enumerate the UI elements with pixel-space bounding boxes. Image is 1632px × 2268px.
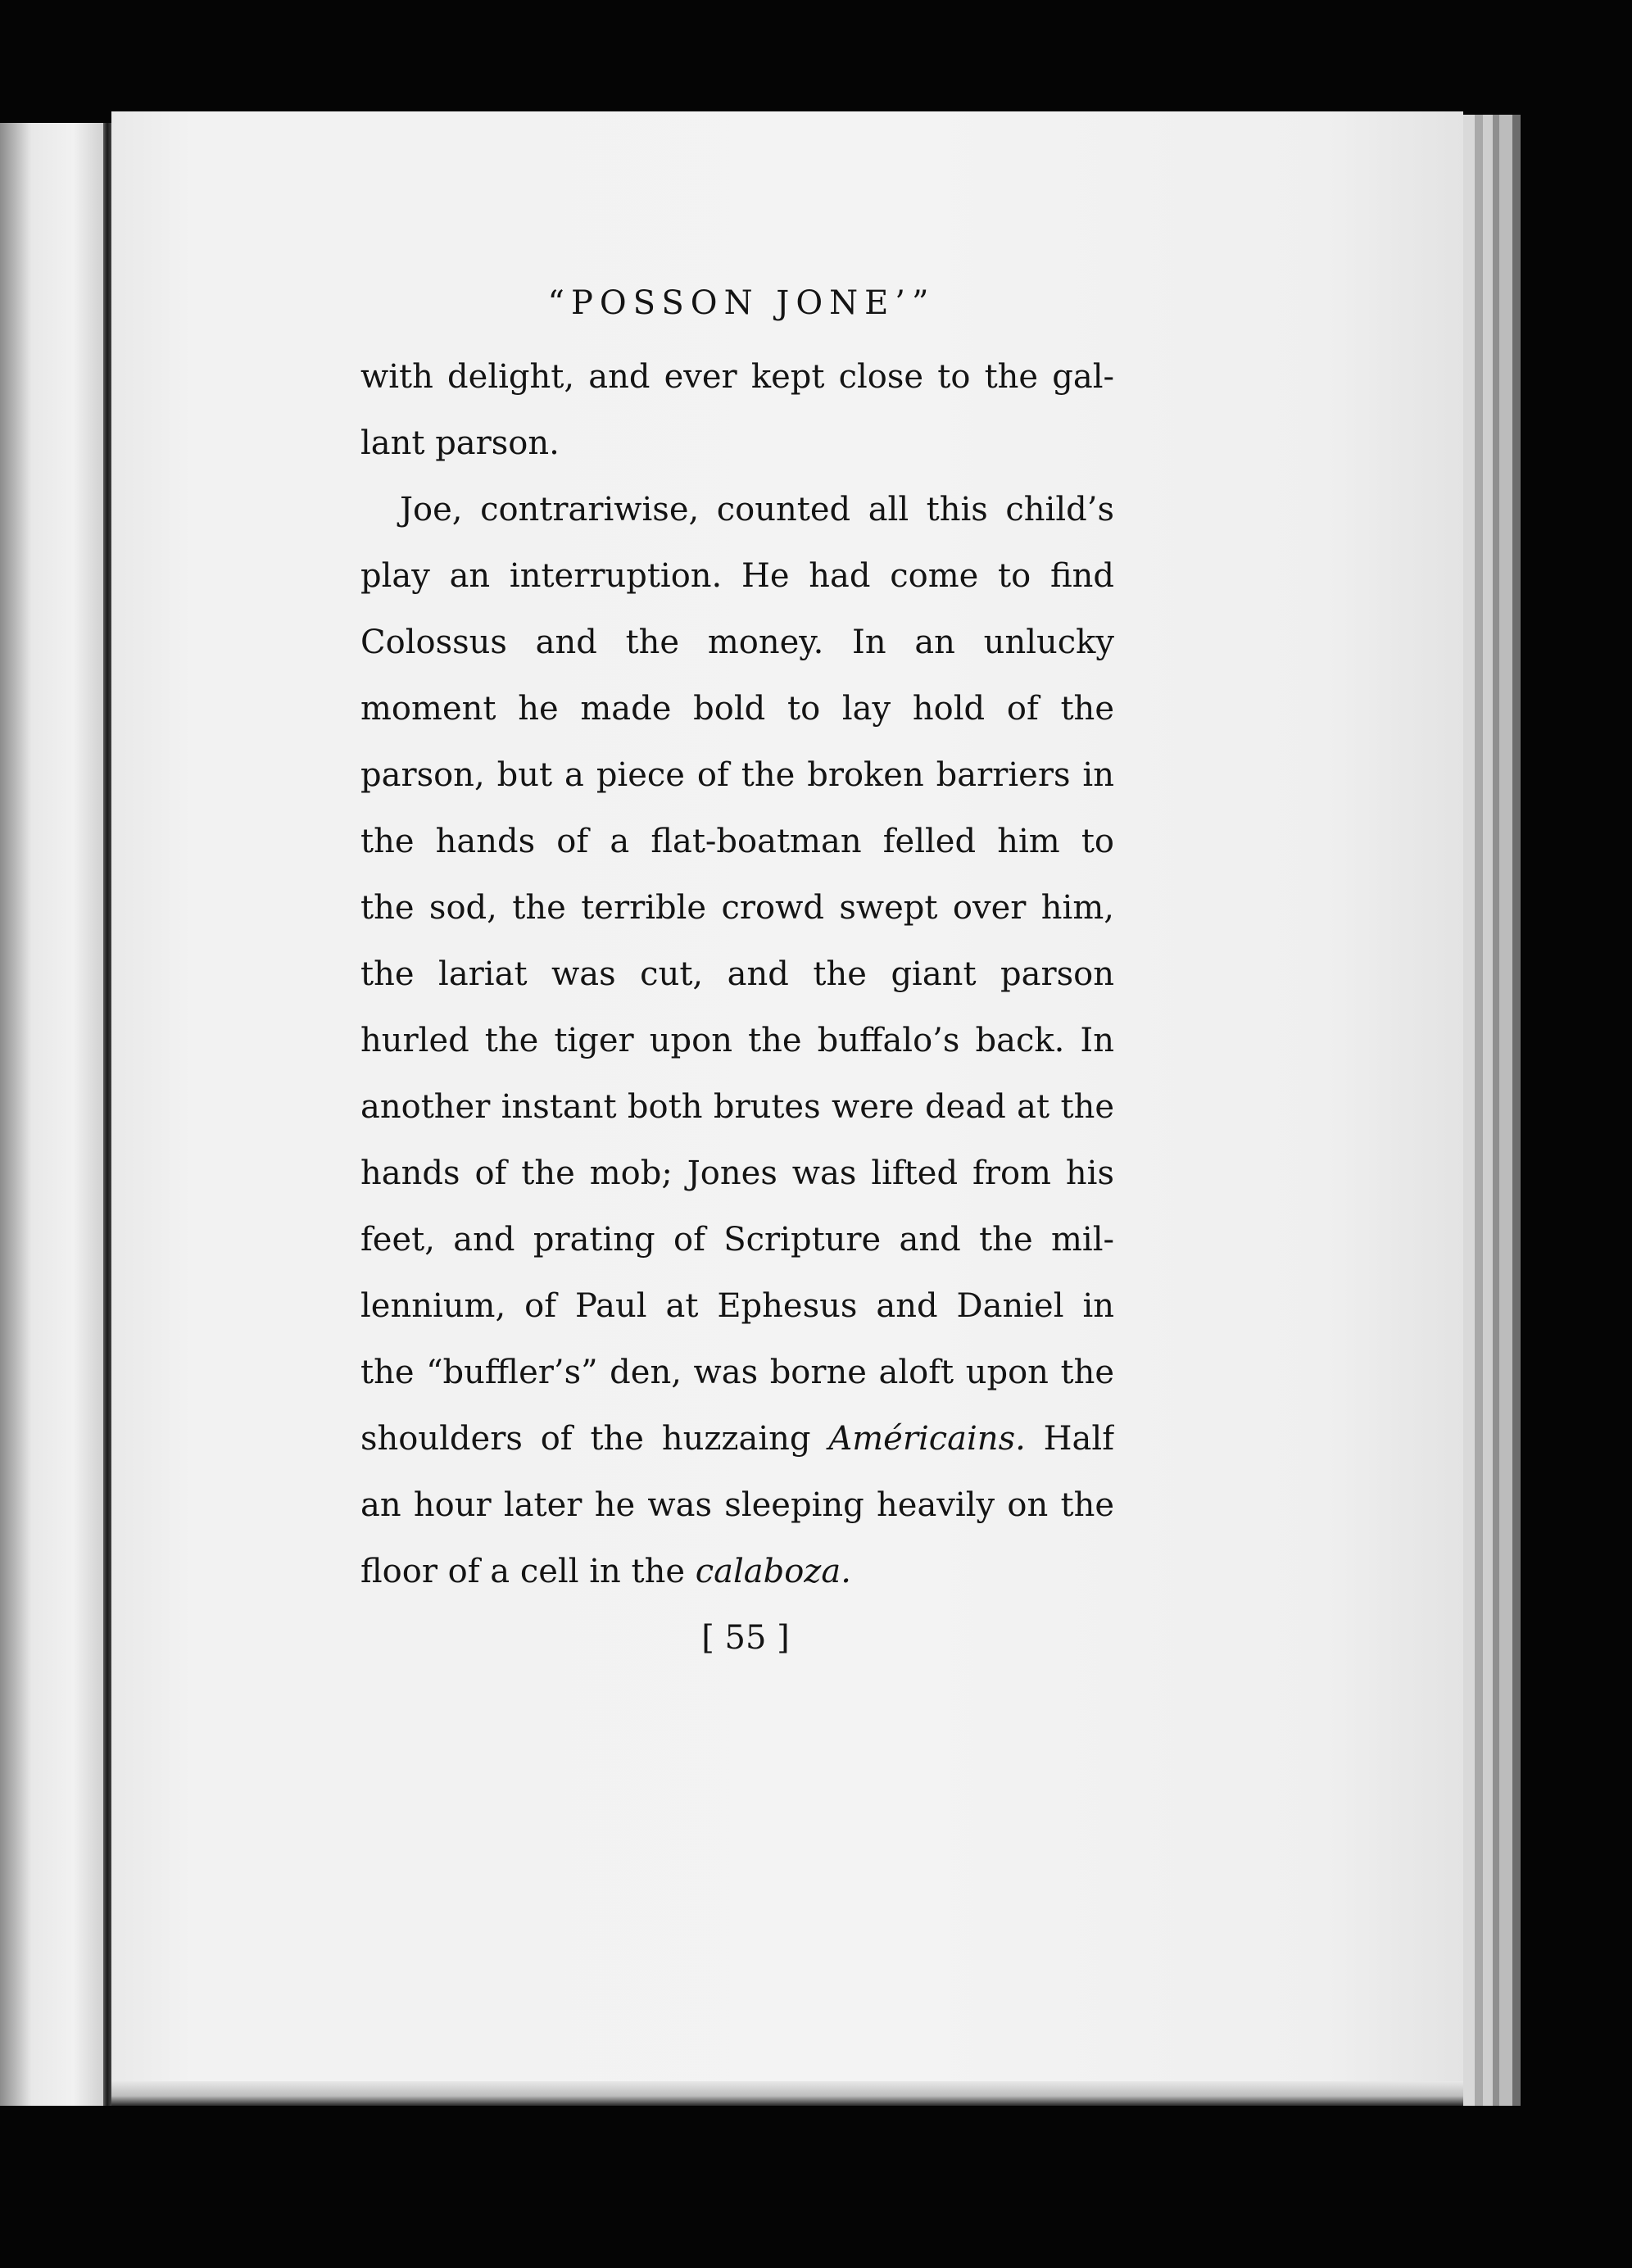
- page-stack-edge: [1475, 115, 1483, 2106]
- text-line: Joe, contrariwise, counted all this child’s: [400, 491, 1114, 528]
- text-line: feet, and prating of Scripture and the mil-: [360, 1221, 1114, 1259]
- page-stack-edge: [1493, 115, 1499, 2106]
- text-line: hands of the mob; Jones was lifted from his: [360, 1154, 1114, 1192]
- text-line: the lariat was cut, and the giant parson: [360, 955, 1114, 993]
- text-line: with delight, and ever kept close to the gal-: [360, 358, 1114, 396]
- text-line: lennium, of Paul at Ephesus and Daniel in: [360, 1287, 1114, 1325]
- page-stack-edge: [1463, 115, 1475, 2106]
- text-line: an hour later he was sleeping heavily on the: [360, 1486, 1114, 1524]
- text-line: Colossus and the money. In an unlucky: [360, 624, 1114, 661]
- text-run: Half: [1025, 1420, 1114, 1458]
- facing-page-edge: [0, 123, 105, 2106]
- text-line: another instant both brutes were dead at the: [360, 1088, 1114, 1126]
- text-run: shoulders of the huzzaing: [360, 1420, 829, 1458]
- text-line: play an interruption. He had come to find: [360, 557, 1114, 595]
- page-stack-edge: [1483, 115, 1493, 2106]
- text-line: hurled the tiger upon the buffalo’s back. In: [360, 1022, 1114, 1059]
- page-number: [ 55 ]: [701, 1619, 790, 1657]
- book-gutter: [103, 123, 111, 2106]
- text-line: lant parson.: [360, 424, 560, 462]
- running-head: “POSSON JONE’”: [547, 284, 936, 322]
- page-stack-edge: [1512, 115, 1521, 2106]
- page-bottom-edge: [111, 2081, 1463, 2106]
- text-run: floor of a cell in the: [360, 1553, 696, 1590]
- text-line: [360, 1539, 1114, 1605]
- text-line: the sod, the terrible crowd swept over him,: [360, 889, 1114, 927]
- text-line: [360, 1406, 1114, 1472]
- paragraph: [360, 477, 1114, 1605]
- italic-word: calaboza.: [695, 1553, 851, 1590]
- italic-word: Américains.: [828, 1420, 1026, 1458]
- paragraph: [360, 344, 1114, 477]
- text-line: parson, but a piece of the broken barriers in: [360, 756, 1114, 794]
- text-line: the hands of a flat-boatman felled him to: [360, 823, 1114, 860]
- page-stack-edge: [1499, 115, 1512, 2106]
- text-line: the “buffler’s” den, was borne aloft upon the: [360, 1354, 1114, 1391]
- text-line: moment he made bold to lay hold of the: [360, 690, 1114, 728]
- page-text: [360, 279, 1114, 1662]
